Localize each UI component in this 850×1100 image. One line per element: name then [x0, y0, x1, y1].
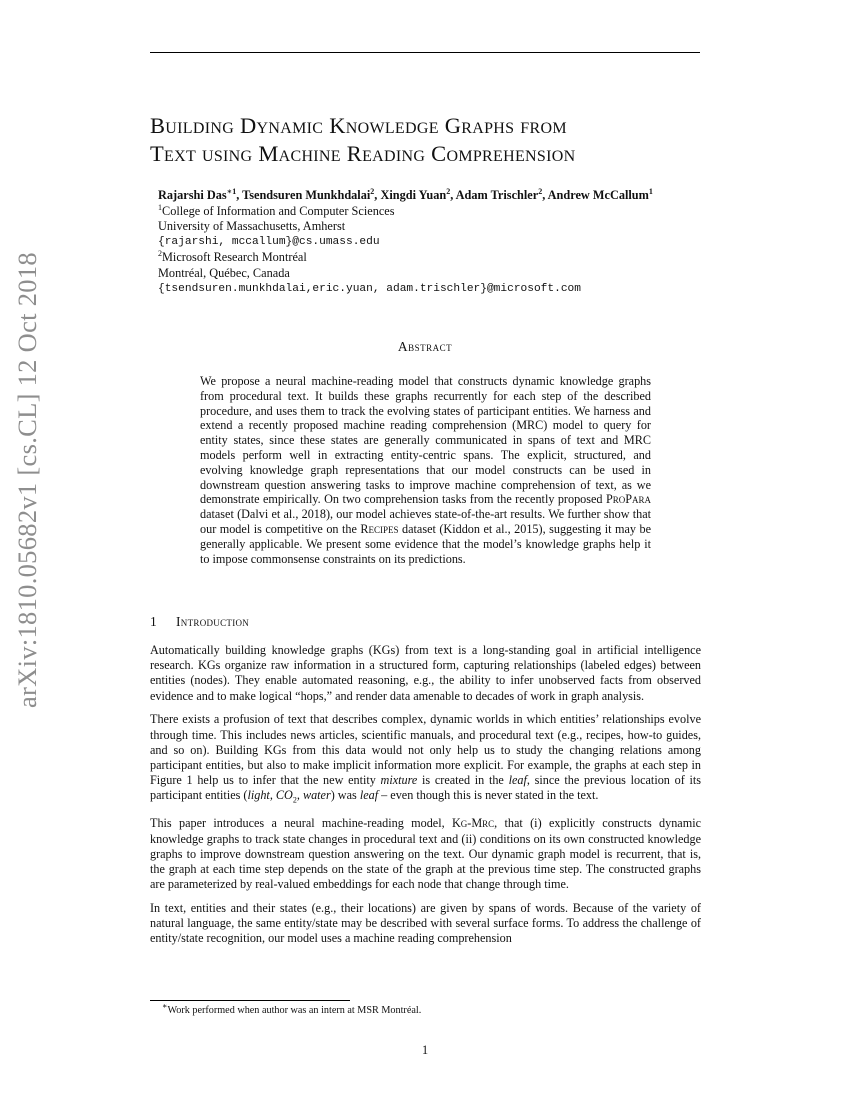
affiliation-line: Microsoft Research Montréal	[162, 250, 307, 265]
footnote-mark: ∗	[162, 1001, 168, 1011]
title-word: Machine	[258, 141, 341, 166]
model-name: Kg-Mrc	[451, 816, 495, 831]
emphasis: , water	[296, 788, 331, 803]
paper-title	[150, 112, 710, 168]
text-run: is created in the	[417, 773, 509, 788]
affiliation-2	[158, 250, 738, 266]
email-microsoft: {tsendsuren.munkhdalai,eric.yuan, adam.trischler}@microsoft.com	[158, 282, 581, 295]
author-sup: 2	[538, 186, 543, 196]
text-run: , since the previous location of its participant entities (	[150, 773, 701, 803]
title-word: Dynamic	[240, 113, 324, 138]
introduction-body	[150, 643, 701, 955]
text-run: This paper introduces a neural machine-reading model,	[150, 816, 452, 831]
author-name: , Xingdi Yuan	[374, 188, 447, 202]
author-name: , Tsendsuren Munkhdalai	[236, 188, 371, 202]
abstract-part: We propose a neural machine-reading model that constructs dynamic knowledge graphs from procedural text. It builds these graphs recurrently for each step of the described procedure, and uses them to track the evolving states of participant entities. We harness and extend a recently proposed machine reading comprehension (MRC) model to query for entity states, since these states are generally communicated in spans of text and MRC models perform well in extracting entity-centric spans. The explicit, structured, and evolving knowledge graph representations that our model constructs can be used in downstream question answering tasks to improve machine comprehension of text, as we demonstrate empirically. On two comprehension tasks from the recently proposed	[200, 374, 651, 507]
title-word: Text	[150, 141, 197, 166]
abstract-part: dataset (Kiddon et al., 2015), suggesting it may be generally applicable. We present some evidence that the model’s knowledge graphs help it to impose commonsense constraints on its predictions.	[200, 521, 651, 566]
recipes-dataset: Recipes	[360, 521, 399, 536]
text-run: , that (i) explicitly constructs dynamic knowledge graphs to track state changes in procedural text and (ii) conditions on its own constructed knowledge graphs to improve downstream question answering on the text. Our dynamic graph model is recurrent, that is, the graph at each time step depends on the state of the graph at the previous time step. The constructed graphs are parameterized by real-valued embeddings for each node that change through time.	[150, 816, 701, 892]
section-title: Introduction	[176, 614, 250, 629]
page-number: 1	[421, 1043, 429, 1057]
author-name: , Adam Trischler	[450, 188, 539, 202]
text-run: There exists a profusion of text that describes complex, dynamic worlds in which entities’ relationships evolve through time. This includes news articles, scientific manuals, and procedural text (e.g., recipes, how-to guides, and so on). Building KGs from this data would not only help us to study the changing relations among participant entities, but also to make implicit information more explicit. For example, the graphs at each step in Figure 1 help us to infer that the new entity	[150, 712, 701, 788]
affiliation-sup: 1	[158, 202, 162, 212]
title-word: from	[520, 113, 567, 138]
intro-paragraph-1: Automatically building knowledge graphs (KGs) from text is a long-standing goal in artificial intelligence research. KGs organize raw information in a structured form, capturing relationships (labeled edges) between entities (nodes). They enable automated reasoning, e.g., the ability to infer unobserved facts from observed evidence and to make logical “hops,” and render data amenable to decades of work in graph analysis.	[150, 643, 701, 703]
affiliation-line: College of Information and Computer Sciences	[162, 203, 395, 218]
text-run: ) was	[330, 788, 360, 803]
author-name: Rajarshi Das	[158, 188, 227, 202]
section-heading	[150, 614, 249, 630]
top-rule	[150, 52, 700, 53]
intro-paragraph-2	[150, 712, 701, 808]
title-line-1	[150, 113, 567, 138]
emphasis: mixture	[380, 773, 418, 788]
author-block	[158, 188, 738, 297]
author-names	[158, 188, 738, 204]
title-word: Knowledge	[329, 113, 439, 138]
author-sup: ∗1	[226, 186, 237, 196]
email-umass: {rajarshi, mccallum}@cs.umass.edu	[158, 235, 380, 248]
subscript: 2	[292, 795, 297, 805]
affiliation-sup: 2	[158, 249, 162, 259]
abstract-heading: Abstract	[397, 339, 453, 354]
intro-paragraph-4: In text, entities and their states (e.g., their locations) are given by spans of words. Because of the variety of natural language, the same entity/state may be described with several surface forms. To address the challenge of entity/state recognition, our model uses a machine reading comprehension	[150, 900, 701, 946]
title-line-2	[150, 141, 575, 166]
affiliation-1	[158, 204, 738, 220]
footnote-text: Work performed when author was an intern at MSR Montréal.	[167, 1005, 422, 1016]
title-word: Building	[150, 113, 235, 138]
abstract-text	[200, 374, 651, 566]
section-number: 1	[150, 614, 158, 629]
arxiv-stamp: arXiv:1810.05682v1 [cs.CL] 12 Oct 2018	[12, 252, 42, 708]
author-sup: 2	[370, 186, 375, 196]
affiliation-line: Montréal, Québec, Canada	[158, 265, 290, 280]
intro-paragraph-3	[150, 816, 701, 892]
propara-dataset: ProPara	[605, 492, 651, 507]
title-word: Reading	[346, 141, 426, 166]
author-name: , Andrew McCallum	[542, 188, 649, 202]
affiliation-line: University of Massachusetts, Amherst	[158, 219, 346, 234]
title-word: Graphs	[444, 113, 515, 138]
abstract-part: dataset (Dalvi et al., 2018), our model achieves state-of-the-art results. We further show that our model is competitive on the	[200, 507, 651, 536]
emphasis: leaf	[508, 773, 527, 788]
emphasis: leaf	[359, 788, 379, 803]
footnote-rule	[150, 1000, 350, 1001]
footnote	[162, 1001, 422, 1017]
text-run: – even though this is never stated in the text.	[378, 788, 599, 803]
title-word: Comprehension	[431, 141, 576, 166]
title-word: using	[201, 141, 253, 166]
emphasis: light, CO	[247, 788, 293, 803]
author-sup: 1	[648, 186, 653, 196]
author-sup: 2	[446, 186, 451, 196]
